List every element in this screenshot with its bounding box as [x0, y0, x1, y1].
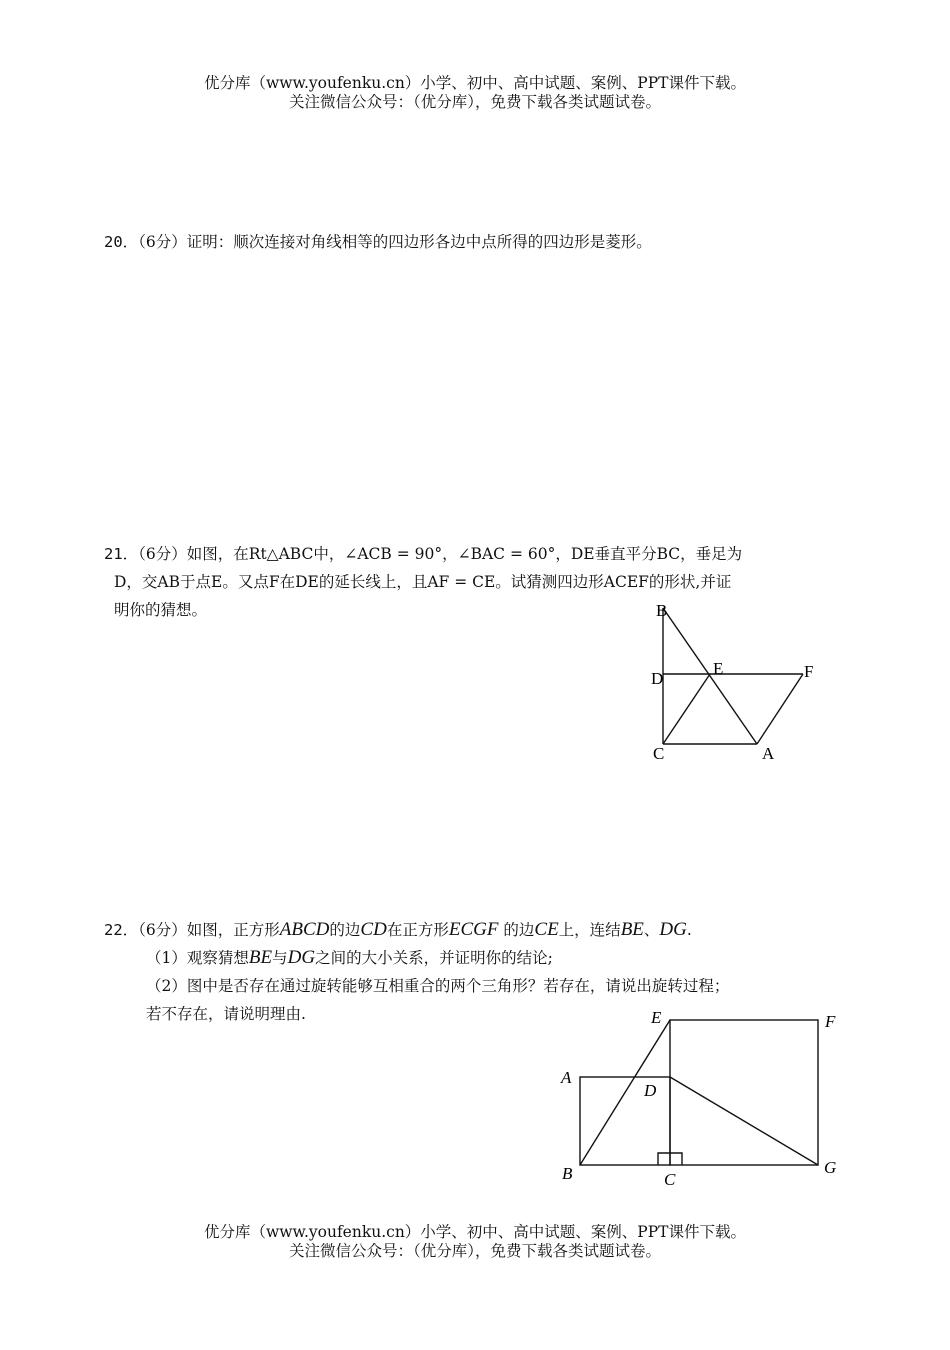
- label-E: E: [651, 1008, 662, 1027]
- question-22-part-2: （2）图中是否存在通过旋转能够互相重合的两个三角形？若存在，请说出旋转过程；: [146, 977, 730, 995]
- segment-DG: [670, 1077, 818, 1165]
- label-C: C: [653, 744, 665, 763]
- question-21-number: 21．: [104, 545, 139, 563]
- part-1-text-c: 之间的大小关系，并证明你的结论;: [315, 949, 553, 967]
- segment-AF: [757, 674, 803, 744]
- label-F: F: [825, 1012, 836, 1031]
- part-1-DG: DG: [287, 947, 316, 968]
- header-line-1: 优分库（www.youfenku.cn）小学、初中、高中试题、案例、PPT课件下载。: [203, 74, 747, 92]
- square-ABCD: [580, 1077, 670, 1165]
- question-22-intro-f: 、: [643, 921, 660, 939]
- question-20-number: 20．: [104, 233, 139, 251]
- label-B: B: [656, 601, 668, 620]
- question-21-line-2: D，交AB于点E。又点F在DE的延长线上，且AF = CE。试猜测四边形ACEF的形状,并证: [114, 573, 732, 591]
- segment-CE: [663, 674, 710, 744]
- question-21-figure: [640, 595, 830, 770]
- square-ECGF-name: ECGF: [448, 919, 499, 940]
- side-CD-name: CD: [360, 919, 387, 940]
- question-21-line-3: 明你的猜想。: [114, 601, 208, 619]
- label-B: B: [562, 1164, 573, 1183]
- segment-BE-name: BE: [620, 919, 644, 940]
- question-22-intro-g: .: [686, 921, 692, 939]
- label-C: C: [664, 1170, 676, 1189]
- square-ABCD-name: ABCD: [279, 919, 330, 940]
- part-1-text-b: 与: [272, 949, 288, 967]
- segment-BE: [580, 1020, 670, 1165]
- label-D: D: [651, 669, 664, 688]
- question-22-part-2-cont: 若不存在，请说明理由.: [146, 1005, 306, 1023]
- label-E: E: [713, 659, 724, 678]
- label-A: A: [762, 744, 775, 763]
- label-D: D: [644, 1081, 657, 1100]
- question-21-line-1: （6分）如图，在Rt△ABC中，∠ACB = 90°，∠BAC = 60°，DE垂直平分BC，垂足为: [138, 545, 743, 563]
- question-22-intro-b: 的边: [329, 921, 361, 939]
- part-1-BE: BE: [248, 947, 273, 968]
- label-G: G: [824, 1158, 837, 1177]
- header-line-2: 关注微信公众号：（优分库），免费下载各类试题试卷。: [288, 93, 661, 111]
- question-22-intro-e: 上，连结: [558, 921, 621, 939]
- label-F: F: [804, 662, 814, 681]
- page-footer: [0, 1223, 950, 1261]
- square-ECGF: [670, 1020, 818, 1165]
- question-22-part-1: [104, 944, 864, 972]
- part-1-text-a: （1）观察猜想: [146, 949, 249, 967]
- page-header: [0, 74, 950, 112]
- question-22-number: 22．: [104, 921, 139, 939]
- side-CE-name: CE: [534, 919, 559, 940]
- question-22-intro-d: 的边: [498, 921, 535, 939]
- label-A: A: [561, 1068, 572, 1087]
- question-20-text: （6分）证明：顺次连接对角线相等的四边形各边中点所得的四边形是菱形。: [138, 233, 652, 251]
- question-22-intro-c: 在正方形: [386, 921, 449, 939]
- question-22-figure: [555, 1005, 855, 1195]
- footer-line-1: 优分库（www.youfenku.cn）小学、初中、高中试题、案例、PPT课件下载。: [203, 1223, 747, 1241]
- question-20: [104, 228, 652, 256]
- footer-line-2: 关注微信公众号：（优分库），免费下载各类试题试卷。: [288, 1242, 661, 1260]
- segment-DG-name: DG: [659, 919, 687, 940]
- question-22-intro-a: （6分）如图，正方形: [138, 921, 280, 939]
